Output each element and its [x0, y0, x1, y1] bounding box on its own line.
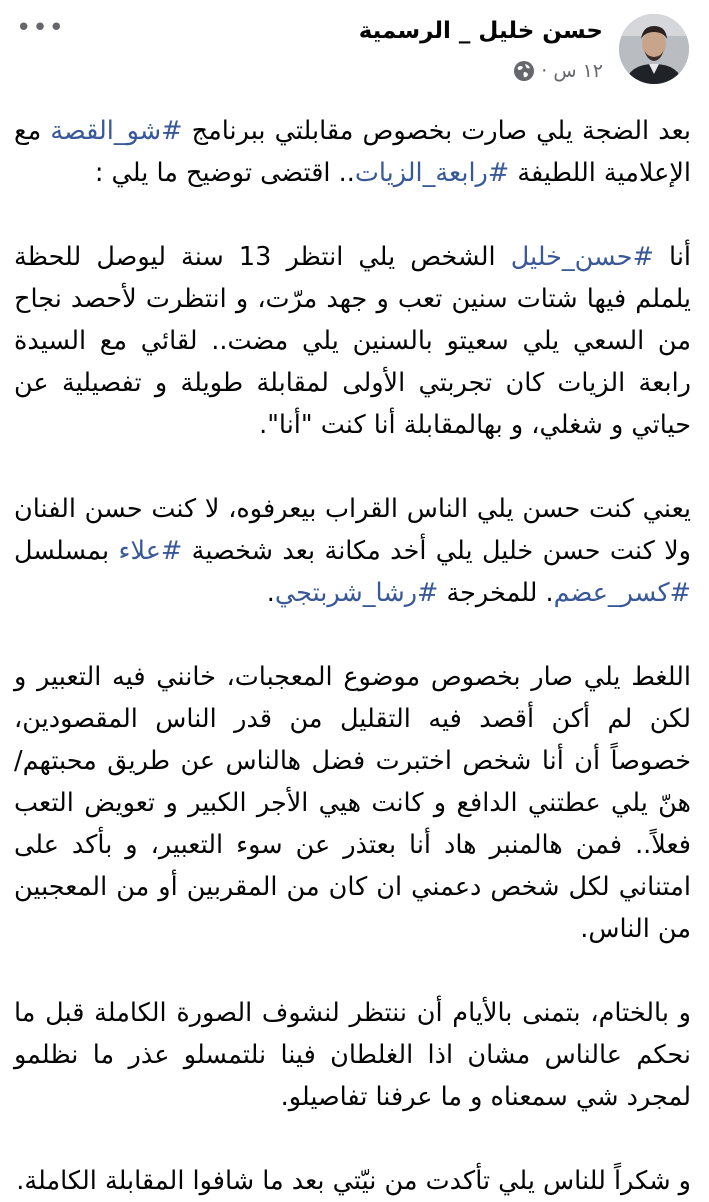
post-paragraph: [14, 1160, 691, 1202]
post-header: [0, 0, 709, 100]
author-avatar[interactable]: [619, 14, 689, 84]
hashtag-link[interactable]: #شو_القصة: [50, 116, 183, 146]
post-meta: [513, 60, 603, 82]
paragraph-text: و بالختام، بتمنى بالأيام أن ننتظر لنشوف الصورة الكاملة قبل ما نحكم عالناس مشان اذا الغلطان فينا نلتمسلو عذر ما نظلمو لمجرد شي سمعناه و ما عرفنا تفاصيلو.: [14, 998, 691, 1112]
paragraph-text: يعني كنت حسن يلي الناس القراب بيعرفوه، لا كنت حسن الفنان ولا كنت حسن خليل يلي أخد مكانة بعد شخصية: [14, 494, 691, 566]
post-paragraph: [14, 656, 691, 950]
post-paragraph: [14, 488, 691, 614]
more-options-button[interactable]: •••: [16, 13, 66, 43]
paragraph-text: بمسلسل: [14, 536, 119, 566]
globe-icon[interactable]: [513, 60, 535, 82]
paragraph-text: بعد الضجة يلي صارت بخصوص مقابلتي ببرنامج: [182, 116, 692, 146]
post-paragraph: [14, 236, 691, 446]
author-name[interactable]: حسن خليل _ الرسمية: [358, 18, 603, 44]
paragraph-text: اللغط يلي صار بخصوص موضوع المعجبات، خانني فيه التعبير و لكن لم أكن أقصد فيه التقليل من قدر الناس المقصودين، خصوصاً أن أنا شخص اختبرت فضل هالناس عن طريق محبتهم/هنّ يلي عطتني الدافع و كانت هيي الأجر الكبير و تعويض التعب فعلاً.. فمن هالمنبر هاد أنا بعتذر عن سوء التعبير، و بأكد على امتناني لكل شخص دعمني ان كان من المقربين أو من المعجبين من الناس.: [14, 662, 691, 944]
paragraph-text: .: [266, 578, 275, 608]
paragraph-text: مع الإعلامية اللطيفة: [14, 116, 691, 188]
hashtag-link[interactable]: #كسر_عضم: [553, 578, 691, 608]
paragraph-text: أنا: [653, 242, 691, 272]
hashtag-link[interactable]: #رابعة_الزيات: [354, 158, 510, 188]
paragraph-text: و شكراً للناس يلي تأكدت من نيّتي بعد ما شافوا المقابلة الكاملة.: [16, 1166, 691, 1196]
paragraph-text: .. اقتضى توضيح ما يلي :: [94, 158, 355, 188]
paragraph-text: الشخص يلي انتظر 13 سنة ليوصل للحظة يلملم فيها شتات سنين تعب و جهد مرّت، و انتظرت لأحصد نجاح من السعي يلي سعيتو بالسنين يلي مضت.. لقائي مع السيدة رابعة الزيات كان تجربتي الأولى لمقابلة طويلة و تفصيلية عن حياتي و شغلي، و بهالمقابلة أنا كنت "أنا".: [14, 242, 691, 440]
hashtag-link[interactable]: #حسن_خليل: [510, 242, 654, 272]
avatar-photo: [619, 14, 689, 84]
post-body: [14, 110, 691, 1202]
post-paragraph: [14, 992, 691, 1118]
post-paragraph: [14, 110, 691, 194]
hashtag-link[interactable]: #رشا_شربتجي: [274, 578, 439, 608]
paragraph-text: . للمخرجة: [438, 578, 554, 608]
hashtag-link[interactable]: #علاء: [118, 536, 183, 566]
post-time[interactable]: ١٢ س ·: [541, 60, 603, 82]
